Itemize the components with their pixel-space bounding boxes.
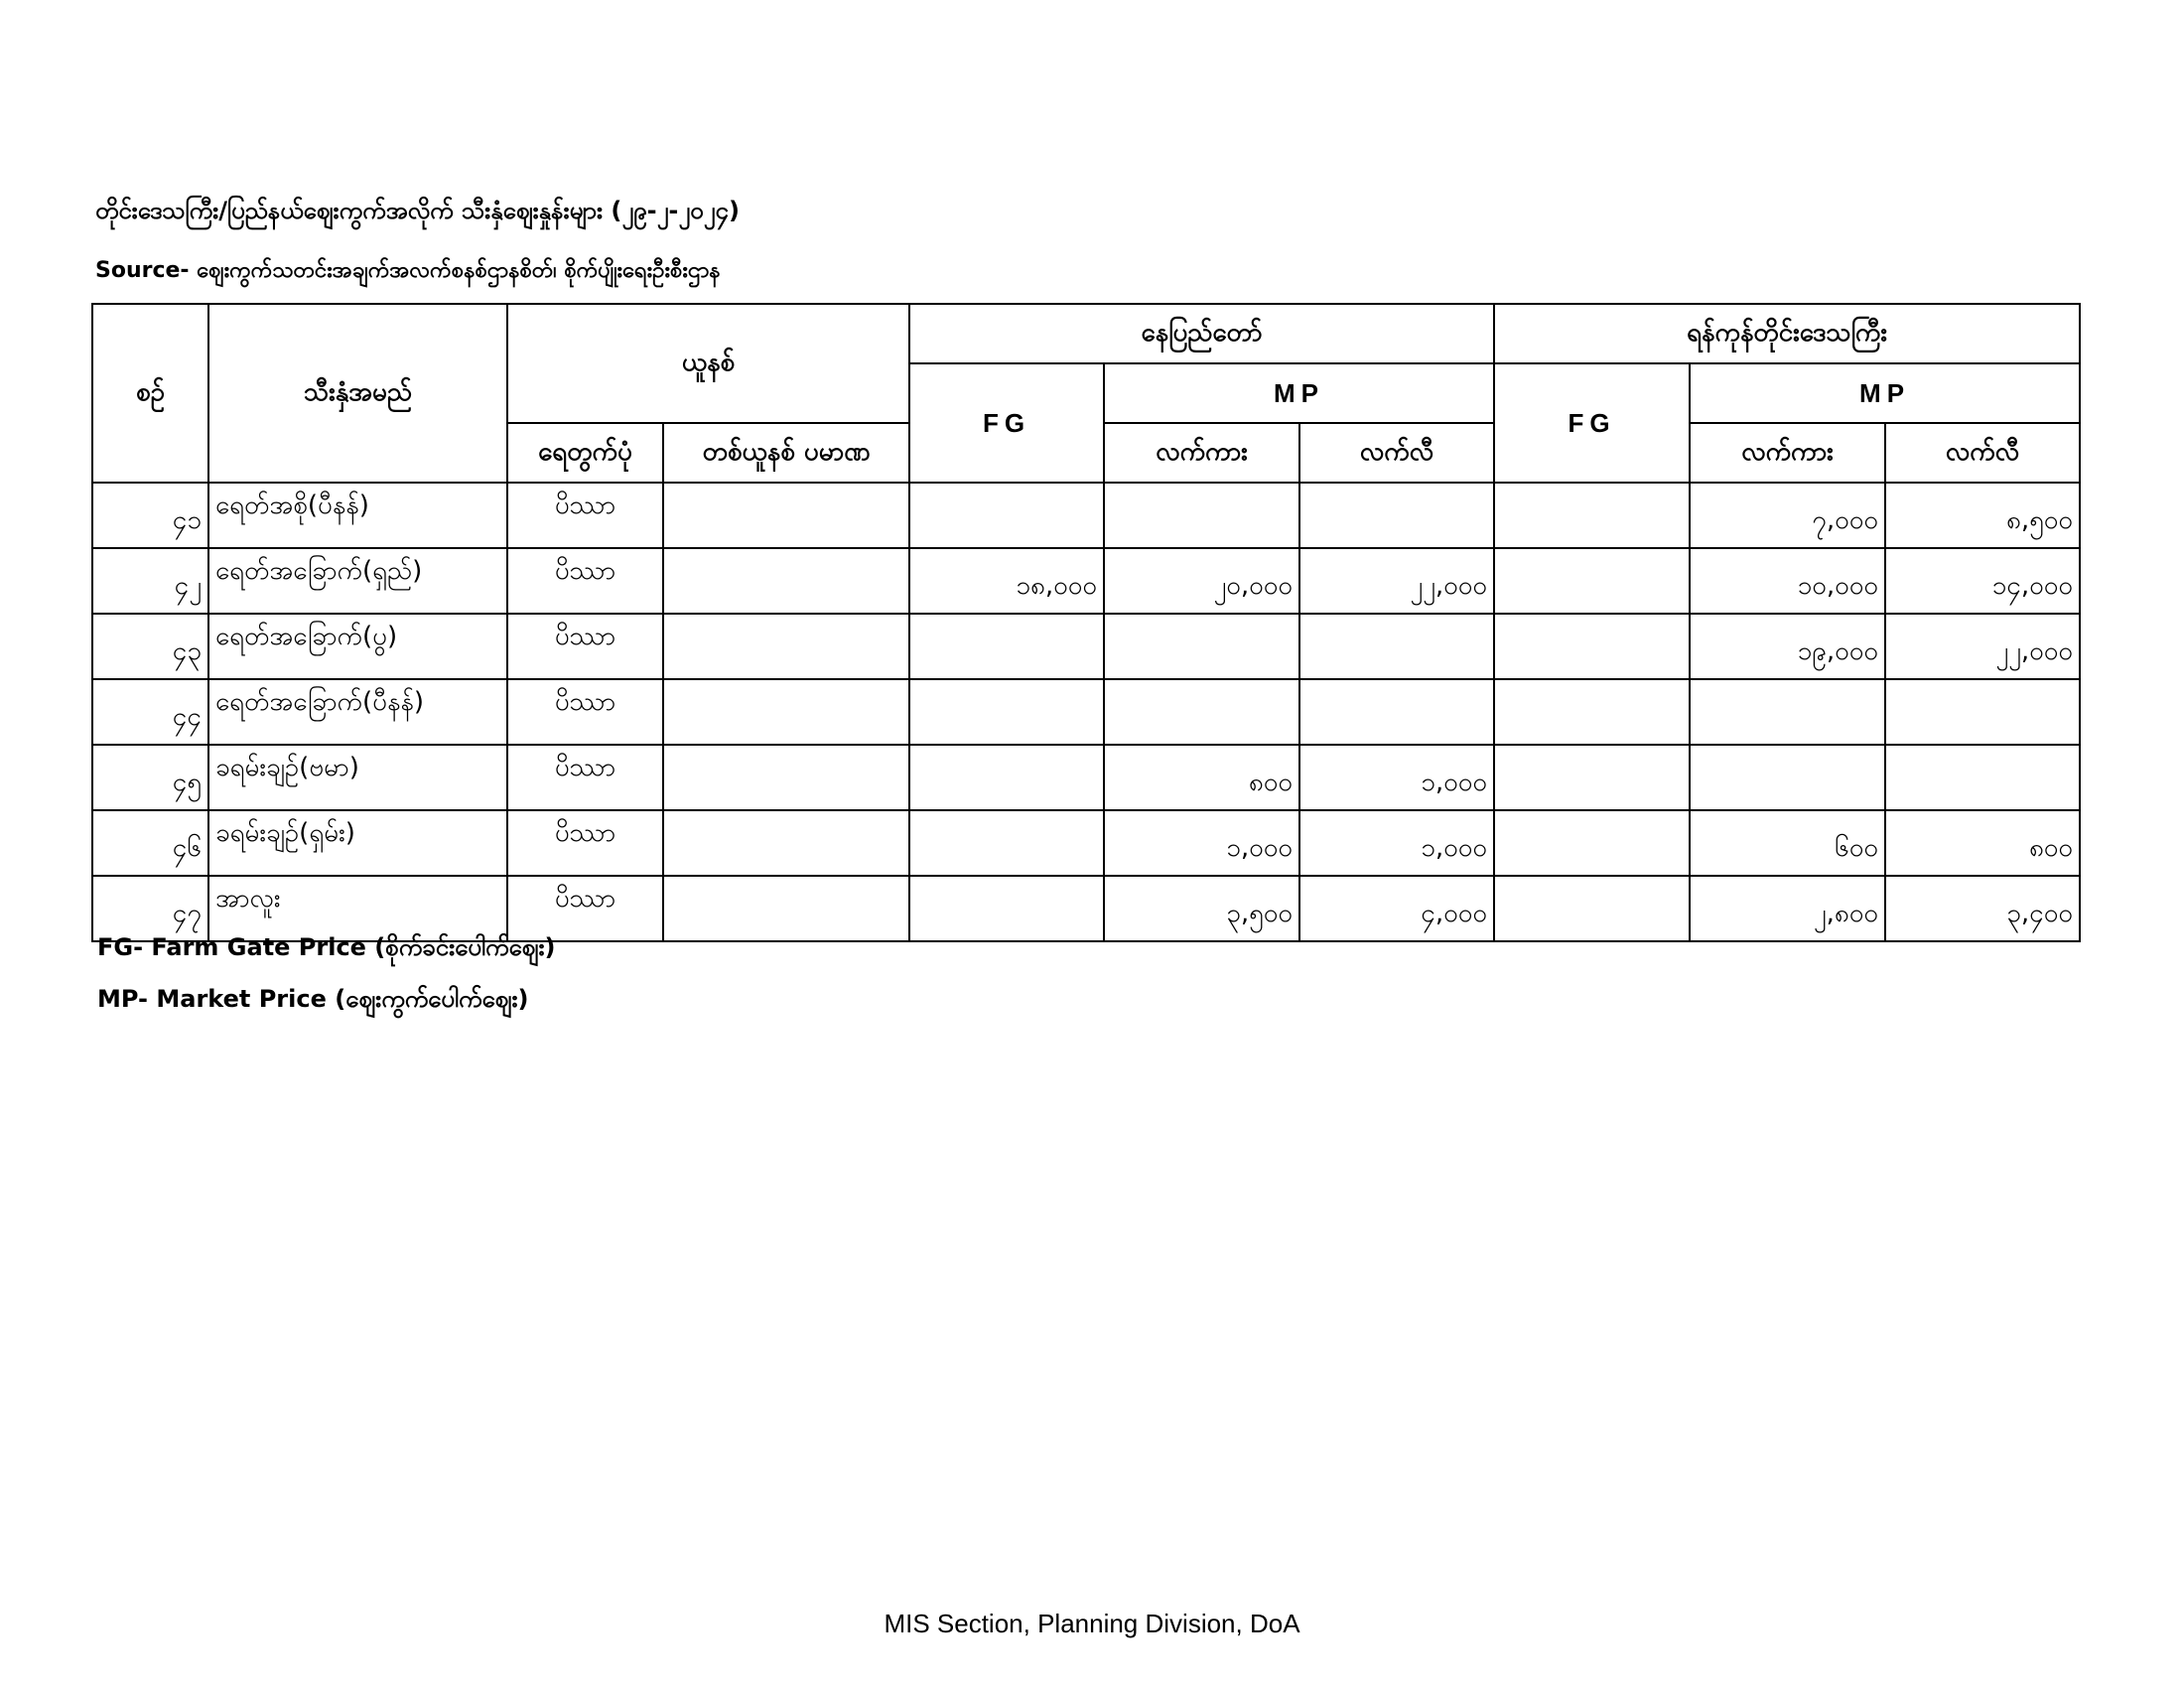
cell-crop-name: ရေတ်အခြောက်(ပီနန်) bbox=[208, 679, 507, 745]
cell-ygn-fg bbox=[1494, 876, 1690, 941]
cell-ygn-retail bbox=[1885, 745, 2080, 810]
cell-npt-retail bbox=[1299, 614, 1494, 679]
header-ygn-mp: MP bbox=[1690, 363, 2080, 423]
cell-unit-quantity bbox=[663, 483, 909, 548]
page-footer: MIS Section, Planning Division, DoA bbox=[884, 1609, 1300, 1638]
cell-serial: ၄၅ bbox=[92, 745, 208, 810]
cell-unit: ပိဿာ bbox=[507, 745, 663, 810]
header-ygn-wholesale: လက်ကား bbox=[1690, 423, 1885, 483]
cell-ygn-wholesale: ၇,၀၀၀ bbox=[1690, 483, 1885, 548]
cell-unit: ပိဿာ bbox=[507, 810, 663, 876]
legend-fg: FG- Farm Gate Price (စိုက်ခင်းပေါက်ဈေး) bbox=[97, 933, 556, 961]
cell-ygn-retail bbox=[1885, 679, 2080, 745]
header-unit: ယူနစ် bbox=[507, 304, 909, 423]
cell-npt-fg bbox=[909, 483, 1104, 548]
cell-serial: ၄၆ bbox=[92, 810, 208, 876]
cell-ygn-fg bbox=[1494, 548, 1690, 614]
cell-unit: ပိဿာ bbox=[507, 483, 663, 548]
cell-ygn-wholesale: ၁၉,၀၀၀ bbox=[1690, 614, 1885, 679]
cell-npt-fg bbox=[909, 810, 1104, 876]
cell-crop-name: ရေတ်အခြောက်(ပွ) bbox=[208, 614, 507, 679]
cell-npt-wholesale: ၃,၅၀၀ bbox=[1104, 876, 1299, 941]
cell-npt-wholesale bbox=[1104, 614, 1299, 679]
cell-unit-quantity bbox=[663, 810, 909, 876]
cell-ygn-fg bbox=[1494, 745, 1690, 810]
cell-unit-quantity bbox=[663, 614, 909, 679]
cell-unit-quantity bbox=[663, 745, 909, 810]
cell-npt-retail: ၄,၀၀၀ bbox=[1299, 876, 1494, 941]
header-region-naypyitaw: နေပြည်တော် bbox=[909, 304, 1494, 363]
cell-unit: ပိဿာ bbox=[507, 679, 663, 745]
cell-serial: ၄၄ bbox=[92, 679, 208, 745]
table-row bbox=[92, 810, 2184, 876]
header-ygn-retail: လက်လီ bbox=[1885, 423, 2080, 483]
cell-ygn-retail: ၈၀၀ bbox=[1885, 810, 2080, 876]
cell-ygn-wholesale bbox=[1690, 745, 1885, 810]
header-serial: စဉ် bbox=[92, 304, 208, 483]
cell-ygn-wholesale: ၆၀၀ bbox=[1690, 810, 1885, 876]
cell-ygn-wholesale: ၁၀,၀၀၀ bbox=[1690, 548, 1885, 614]
header-npt-fg: FG bbox=[909, 363, 1104, 483]
table-row bbox=[92, 679, 2184, 745]
cell-serial: ၄၁ bbox=[92, 483, 208, 548]
cell-npt-wholesale bbox=[1104, 679, 1299, 745]
cell-ygn-fg bbox=[1494, 614, 1690, 679]
cell-unit-quantity bbox=[663, 679, 909, 745]
cell-ygn-wholesale bbox=[1690, 679, 1885, 745]
cell-npt-fg bbox=[909, 679, 1104, 745]
cell-npt-retail bbox=[1299, 483, 1494, 548]
legend-mp: MP- Market Price (ဈေးကွက်ပေါက်ဈေး) bbox=[97, 985, 529, 1013]
cell-unit: ပိဿာ bbox=[507, 614, 663, 679]
table-row bbox=[92, 483, 2184, 548]
cell-serial: ၄၇ bbox=[92, 876, 208, 941]
header-region-yangon: ရန်ကုန်တိုင်းဒေသကြီး bbox=[1494, 304, 2080, 363]
header-ygn-fg: FG bbox=[1494, 363, 1690, 483]
cell-crop-name: ရေတ်အစို(ပီနန်) bbox=[208, 483, 507, 548]
cell-ygn-wholesale: ၂,၈၀၀ bbox=[1690, 876, 1885, 941]
cell-crop-name: ခရမ်းချဉ်(ရှမ်း) bbox=[208, 810, 507, 876]
cell-ygn-fg bbox=[1494, 483, 1690, 548]
cell-serial: ၄၂ bbox=[92, 548, 208, 614]
cell-crop-name: ရေတ်အခြောက်(ရှည်) bbox=[208, 548, 507, 614]
cell-unit: ပိဿာ bbox=[507, 548, 663, 614]
cell-npt-fg: ၁၈,၀၀၀ bbox=[909, 548, 1104, 614]
cell-ygn-fg bbox=[1494, 679, 1690, 745]
cell-npt-wholesale: ၈၀၀ bbox=[1104, 745, 1299, 810]
table-header bbox=[92, 304, 2184, 483]
cell-npt-wholesale: ၂၀,၀၀၀ bbox=[1104, 548, 1299, 614]
cell-ygn-retail: ၃,၄၀၀ bbox=[1885, 876, 2080, 941]
header-unit-counting: ရေတွက်ပုံ bbox=[507, 423, 663, 483]
cell-ygn-retail: ၈,၅၀၀ bbox=[1885, 483, 2080, 548]
table-row bbox=[92, 745, 2184, 810]
cell-npt-wholesale: ၁,၀၀၀ bbox=[1104, 810, 1299, 876]
cell-serial: ၄၃ bbox=[92, 614, 208, 679]
cell-unit-quantity bbox=[663, 876, 909, 941]
cell-npt-retail: ၂၂,၀၀၀ bbox=[1299, 548, 1494, 614]
cell-unit: ပိဿာ bbox=[507, 876, 663, 941]
header-npt-wholesale: လက်ကား bbox=[1104, 423, 1299, 483]
cell-npt-retail: ၁,၀၀၀ bbox=[1299, 745, 1494, 810]
cell-ygn-retail: ၂၂,၀၀၀ bbox=[1885, 614, 2080, 679]
page-title: တိုင်းဒေသကြီး/ပြည်နယ်ဈေးကွက်အလိုက် သီးနှံဈေးနှုန်းများ (၂၉-၂-၂၀၂၄) bbox=[95, 197, 740, 224]
table-row bbox=[92, 614, 2184, 679]
source-note: Source- ဈေးကွက်သတင်းအချက်အလက်စနစ်ဌာနစိတ်၊ စိုက်ပျိုးရေးဦးစီးဌာန bbox=[95, 258, 721, 283]
header-npt-mp: MP bbox=[1104, 363, 1494, 423]
price-table bbox=[91, 303, 2184, 942]
cell-ygn-fg bbox=[1494, 810, 1690, 876]
header-unit-quantity: တစ်ယူနစ် ပမာဏ bbox=[663, 423, 909, 483]
cell-npt-retail: ၁,၀၀၀ bbox=[1299, 810, 1494, 876]
header-crop-name: သီးနှံအမည် bbox=[208, 304, 507, 483]
cell-npt-fg bbox=[909, 876, 1104, 941]
table-body bbox=[92, 483, 2184, 941]
cell-npt-fg bbox=[909, 614, 1104, 679]
cell-npt-retail bbox=[1299, 679, 1494, 745]
cell-ygn-retail: ၁၄,၀၀၀ bbox=[1885, 548, 2080, 614]
cell-crop-name: အာလူး bbox=[208, 876, 507, 941]
cell-npt-wholesale bbox=[1104, 483, 1299, 548]
table-row bbox=[92, 548, 2184, 614]
header-npt-retail: လက်လီ bbox=[1299, 423, 1494, 483]
cell-npt-fg bbox=[909, 745, 1104, 810]
cell-crop-name: ခရမ်းချဉ်(ဗမာ) bbox=[208, 745, 507, 810]
cell-unit-quantity bbox=[663, 548, 909, 614]
